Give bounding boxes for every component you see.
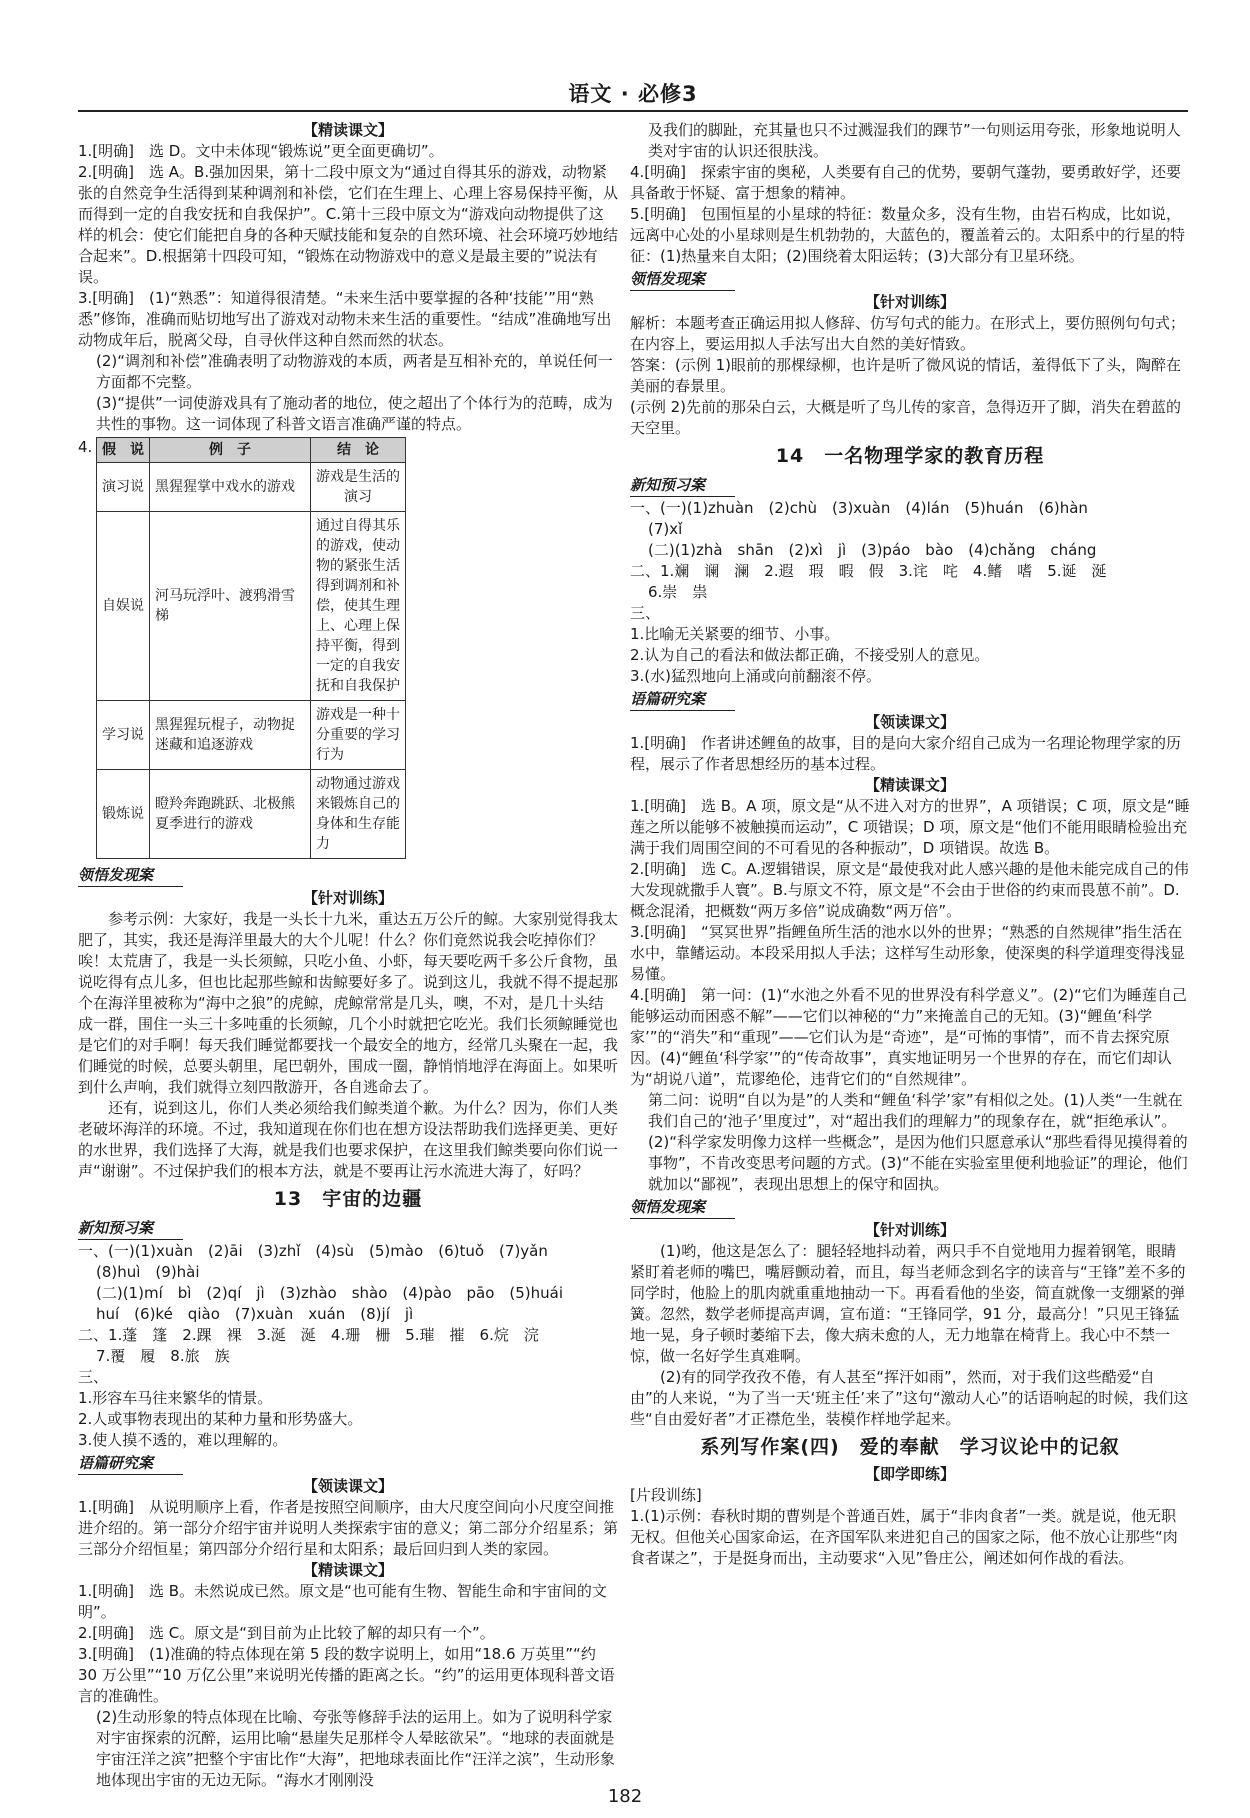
table-row xyxy=(97,512,406,701)
answer-item: 1.[明确] 选 D。文中未体现“锻炼说”更全面更确切”。 xyxy=(78,142,444,160)
hypothesis-table-wrap xyxy=(78,437,618,859)
left-column xyxy=(78,120,618,1791)
table-cell: 河马玩浮叶、渡鸦滑雪梯 xyxy=(150,512,311,701)
character-line: 二、1.斓 谰 澜 2.遐 瑕 暇 假 3.诧 咤 4.鳍 嗜 5.诞 涎 xyxy=(630,562,1107,580)
table-cell: 学习说 xyxy=(97,701,150,770)
answer-item: 3.[明确] “冥冥世界”指鲤鱼所生活的池水以外的世界；“熟悉的自然规律”指生活在水中，靠鳍运动。本段采用拟人手法；这样写生动形象，使深奥的科学道理变得浅显易懂。 xyxy=(630,923,1186,983)
pinyin-line: (8)huì (9)hài xyxy=(96,1263,200,1281)
table-header-row xyxy=(97,438,406,463)
pinyin-line: 一、(一)(1)xuàn (2)āi (3)zhǐ (4)sù (5)mào (6)tuǒ (7)yǎn xyxy=(78,1242,548,1260)
answer-paragraph: (1)哟，他这是怎么了：腿轻轻地抖动着，两只手不自觉地用力握着钢笔，眼睛紧盯着老师的嘴巴，嘴唇颤动着，而且，每当老师念到名字的读音与“王锋”差不多的同学时，他脸上的肌肉就重重地抽动一下。再看看他的坐姿，简直就像一支绷紧的弹簧。忽然，数学老师提高声调，宣布道：“王锋同学，91 分，最高分！”只见王锋猛地一晃，身子顿时萎缩下去，像大病未愈的人，无力地靠在椅背上。我心中不禁一惊，做一名好学生真难啊。 xyxy=(630,1242,1186,1365)
analysis-text: 解析：本题考查正确运用拟人修辞、仿写句式的能力。在形式上，要仿照例句句式；在内容上，要运用拟人手法写出大自然的美好情致。 xyxy=(630,314,1186,353)
answer-item: 1.形容车马往来繁华的情景。 xyxy=(78,1389,273,1407)
table-header-cell: 结 论 xyxy=(311,438,406,463)
answer-paragraph: 还有，说到这儿，你们人类必须给我们鲸类道个歉。为什么？因为，你们人类老破坏海洋的环境。不过，我知道现在你们也在想方设法帮助我们选择更美、更好的水世界，我们选择了大海，就是我们也要求保护，在这里我们鲸类要向你们说一声“谢谢”。不过保护我们的根本方法，就是不要再让污水流进大海了，好吗？ xyxy=(78,1099,619,1180)
section-label: 【领读课文】 xyxy=(302,1477,393,1495)
lesson-title: 13 宇宙的边疆 xyxy=(273,1188,423,1210)
answer-item: 1.比喻无关紧要的细节、小事。 xyxy=(630,625,840,643)
section-heading: 新知预习案 xyxy=(78,1218,183,1240)
answer-paragraph: (2)有的同学孜孜不倦，有人甚至“挥汗如雨”，然而，对于我们这些酷爱“自由”的人来说，“为了当一天‘班主任’来了”这句“激动人心”的话语响起的时候，我们这些“自由爱好者”才正襟危坐，装模作样地学起来。 xyxy=(630,1368,1189,1428)
pinyin-line: (二)(1)zhà shān (2)xì jì (3)páo bào (4)chǎng cháng xyxy=(648,541,1097,559)
table-cell: 游戏是生活的演习 xyxy=(311,463,406,512)
section-label: 【精读课文】 xyxy=(302,1561,393,1579)
table-cell: 动物通过游戏来锻炼自己的身体和生存能力 xyxy=(311,770,406,859)
table-header-cell: 假 说 xyxy=(97,438,150,463)
page-header xyxy=(78,84,1188,112)
answer-item: 1.[明确] 选 B。未然说成已然。原文是“也可能有生物、智能生命和宇宙间的文明”。 xyxy=(78,1582,607,1621)
page-number: 182 xyxy=(607,1786,643,1807)
pinyin-line: huí (6)ké qiào (7)xuàn xuán (8)jí jì xyxy=(96,1305,414,1323)
table-row xyxy=(97,463,406,512)
answer-text: (示例 2)先前的那朵白云，大概是听了鸟儿传的家音，急得迈开了脚，消失在碧蓝的天空里。 xyxy=(630,398,1182,437)
answer-item: 2.人或事物表现出的某种力量和形势盛大。 xyxy=(78,1410,363,1428)
table-cell: 自娱说 xyxy=(97,512,150,701)
character-line: 7.覆 履 8.旅 族 xyxy=(96,1347,230,1365)
answer-text: 答案：(示例 1)眼前的那棵绿柳，也许是听了微风说的情话，羞得低下了头，陶醉在美丽的春景里。 xyxy=(630,356,1182,395)
table-cell: 黑猩猩玩棍子，动物捉迷藏和追逐游戏 xyxy=(150,701,311,770)
writing-unit-title: 系列写作案(四) 爱的奉献 学习议论中的记叙 xyxy=(700,1436,1120,1458)
answer-item: 3.(水)猛烈地向上涌或向前翻滚不停。 xyxy=(630,667,882,685)
table-cell: 瞪羚奔跑跳跃、北极熊夏季进行的游戏 xyxy=(150,770,311,859)
table-number: 4. xyxy=(78,438,93,456)
answer-item: 2.认为自己的看法和做法都正确，不接受别人的意见。 xyxy=(630,646,990,664)
answer-item: 4.[明确] 探索宇宙的奥秘，人类要有自己的优势，要朝气蓬勃，要勇敢好学，还要具备敢于怀疑、富于想象的精神。 xyxy=(630,163,1182,202)
pinyin-line: (7)xǐ xyxy=(648,520,683,538)
item-label: 三、 xyxy=(630,604,661,622)
section-label: 【针对训练】 xyxy=(864,1221,955,1239)
table-cell: 黑猩猩掌中戏水的游戏 xyxy=(150,463,311,512)
item-label: 三、 xyxy=(78,1368,109,1386)
table-cell: 锻炼说 xyxy=(97,770,150,859)
section-heading: 语篇研究案 xyxy=(78,1453,183,1475)
answer-item: 及我们的脚趾，充其量也只不过溅湿我们的踝节”一句则运用夸张，形象地说明人类对宇宙的认识还很肤浅。 xyxy=(648,121,1181,160)
answer-item: 5.[明确] 包围恒星的小星球的特征：数量众多，没有生物，由岩石构成，比如说，远离中心处的小星球则是生机勃勃的，大蓝色的，覆盖着云的。太阳系中的行星的特征：(1)热量来自太阳；(2)围绕着太阳运转；(3)大部分有卫星环绕。 xyxy=(630,205,1186,265)
section-label: 【即学即练】 xyxy=(864,1465,955,1483)
character-line: 6.崇 祟 xyxy=(648,583,708,601)
answer-item: 2.[明确] 选 A。B.强加因果，第十二段中原文为“通过自得其乐的游戏，动物紧张的自然竞争生活得到某种调剂和补偿，它们在生理上、心理上容易保持平衡，从而得到一定的自我安抚和自我保护”。C.第十三段中原文为“游戏向动物提供了这样的机会：使它们能把自身的各种天赋技能和复杂的自然环境、社会环境巧妙地结合起来”。D.根据第十四段可知，“锻炼在动物游戏中的意义是最主要的”说法有误。 xyxy=(78,163,619,286)
section-label: 【针对训练】 xyxy=(864,293,955,311)
table-row xyxy=(97,701,406,770)
section-label: 【领读课文】 xyxy=(864,713,955,731)
answer-item: (2)生动形象的特点体现在比喻、夸张等修辞手法的运用上。如为了说明科学家对宇宙探索的沉醉，运用比喻“悬崖失足那样令人晕眩欲呆”。“地球的表面就是宇宙汪洋之滨”把整个宇宙比作“大海”，把地球表面比作“汪洋之滨”，生动形象地体现出宇宙的无边无际。“海水才刚刚没 xyxy=(96,1708,615,1789)
answer-item: 1.[明确] 选 B。A 项，原文是“从不进入对方的世界”，A 项错误；C 项，原文是“睡莲之所以能够不被触摸而运动”，C 项错误；D 项，原文是“他们不能用眼睛检验出充满于我们周围空间的不可看见的各种振动”，D 项错误。故选 B。 xyxy=(630,797,1190,857)
sub-label: [片段训练] xyxy=(630,1486,702,1504)
section-label: 【精读课文】 xyxy=(864,776,955,794)
answer-item: 1.[明确] 从说明顺序上看，作者是按照空间顺序，由大尺度空间向小尺度空间推进介绍的。第一部分介绍宇宙并说明人类探索宇宙的意义；第二部分介绍星系；第三部分介绍恒星；第四部分介绍行星和太阳系；最后回归到人类的家园。 xyxy=(78,1498,619,1558)
answer-item: 1.[明确] 作者讲述鲤鱼的故事，目的是向大家介绍自己成为一名理论物理学家的历程，展示了作者思想经历的基本过程。 xyxy=(630,734,1182,773)
answer-paragraph: 参考示例：大家好，我是一头长十九米，重达五万公斤的鲸。大家别觉得我太肥了，其实，我还是海洋里最大的大个儿呢！什么？你们竟然说我会吃掉你们？唉！太荒唐了，我是一头长须鲸，只吃小鱼、小虾，每天要吃两千多公斤食物，虽说吃得有点儿多，但也比起那些鲸和齿鲸要好多了。说到这儿，我就不得不提起那个在海洋里被称为“海中之狼”的虎鲸，虎鲸常常是几头，噢，不对，是几十头结成一群，围住一头三十多吨重的长须鲸，几个小时就把它吃光。我们长须鲸睡觉也是它们的对手啊！每天我们睡觉都要找一个最安全的地方，经常几头聚在一起，我们睡觉的时候，总要头朝里，尾巴朝外，围成一圈，静悄悄地浮在海面上。如果听到什么声响，我们就得立刻四散游开，各自逃命去了。 xyxy=(78,910,619,1096)
answer-item: 3.[明确] (1)“熟悉”：知道得很清楚。“未来生活中要掌握的各种‘技能’”用“熟悉”修饰，准确而贴切地写出了游戏对动物未来生活的重要性。“结成”准确地写出动物成年后，脱离父母，自寻伙伴这种自然而然的状态。 xyxy=(78,289,612,349)
section-label: 【精读课文】 xyxy=(302,121,393,139)
answer-item: (2)“调剂和补偿”准确表明了动物游戏的本质，两者是互相补充的，单说任何一方面都不完整。 xyxy=(96,352,613,391)
hypothesis-table xyxy=(96,437,406,859)
table-cell: 游戏是一种十分重要的学习行为 xyxy=(311,701,406,770)
answer-item: 第二问：说明“自以为是”的人类和“鲤鱼‘科学’家”有相似之处。(1)人类“一生就在我们自己的‘池子’里度过”，对“超出我们的理解力”的现象存在，就“拒绝承认”。(2)“科学家发明像力这样一些概念”，是因为他们只愿意承认“那些看得见摸得着的事物”，不肯改变思考问题的方式。(3)“不能在实验室里便利地验证”的理论，他们就加以“鄙视”，表现出思想上的保守和固执。 xyxy=(648,1091,1188,1193)
pinyin-line: 一、(一)(1)zhuàn (2)chù (3)xuàn (4)lán (5)huán (6)hàn xyxy=(630,499,1088,517)
section-label: 【针对训练】 xyxy=(302,889,393,907)
section-heading: 新知预习案 xyxy=(630,475,735,497)
answer-item: 3.使人摸不透的，难以理解的。 xyxy=(78,1431,288,1449)
answer-item: 3.[明确] (1)准确的特点体现在第 5 段的数字说明上，如用“18.6 万英里”“约 30 万公里”“10 万亿公里”来说明光传播的距离之长。“约”的运用更体现科普文语言的准确性。 xyxy=(78,1645,615,1705)
section-heading: 语篇研究案 xyxy=(630,689,735,711)
table-cell: 通过自得其乐的游戏，使动物的紧张生活得到调剂和补偿，使其生理上、心理上保持平衡，得到一定的自我安抚和自我保护 xyxy=(311,512,406,701)
table-row xyxy=(97,770,406,859)
right-column xyxy=(630,120,1190,1569)
character-line: 二、1.蓬 篷 2.踝 裸 3.涎 涎 4.珊 栅 5.璀 摧 6.烷 浣 xyxy=(78,1326,539,1344)
answer-item: 1.(1)示例：春秋时期的曹刿是个普通百姓，属于“非肉食者”一类。就是说，他无职无权。但他关心国家命运，在齐国军队来进犯自己的国家之际，他不放心让那些“肉食者谋之”，于是挺身而出，主动要求“入见”鲁庄公，阐述如何作战的看法。 xyxy=(630,1507,1178,1567)
answer-item: 2.[明确] 选 C。A.逻辑错误，原文是“最使我对此人感兴趣的是他未能完成自己的伟大发现就撒手人寰”。B.与原文不符，原文是“不会由于世俗的约束而畏葸不前”。D.概念混淆，把概数“两万多倍”说成确数“两万倍”。 xyxy=(630,860,1189,920)
answer-item: (3)“提供”一词使游戏具有了施动者的地位，使之超出了个体行为的范畴，成为共性的事物。这一词体现了科普文语言准确严谨的特点。 xyxy=(96,394,613,433)
answer-item: 2.[明确] 选 C。原文是“到目前为止比较了解的却只有一个”。 xyxy=(78,1624,495,1642)
answer-item: 4.[明确] 第一问：(1)“水池之外看不见的世界没有科学意义”。(2)“它们为睡莲自己能够运动而困惑不解”——它们以神秘的“力”来掩盖自己的无知。(3)“鲤鱼‘科学家’”的“消失”和“重现”——它们认为是“奇迹”，是“可怖的事情”，而不肯去探究原因。(4)“鲤鱼‘科学家’”的“传奇故事”，真实地证明另一个世界的存在，而它们却认为“胡说八道”，荒谬绝伦，违背它们的“自然规律”。 xyxy=(630,986,1187,1088)
section-heading: 领悟发现案 xyxy=(630,269,735,291)
table-cell: 演习说 xyxy=(97,463,150,512)
table-header-cell: 例 子 xyxy=(150,438,311,463)
header-title: 语文 · 必修3 xyxy=(568,82,698,106)
pinyin-line: (二)(1)mí bì (2)qí jì (3)zhào shào (4)pào pāo (5)huái xyxy=(96,1284,564,1302)
lesson-title: 14 一名物理学家的教育历程 xyxy=(775,445,1045,467)
section-heading: 领悟发现案 xyxy=(78,865,183,887)
section-heading: 领悟发现案 xyxy=(630,1197,735,1219)
